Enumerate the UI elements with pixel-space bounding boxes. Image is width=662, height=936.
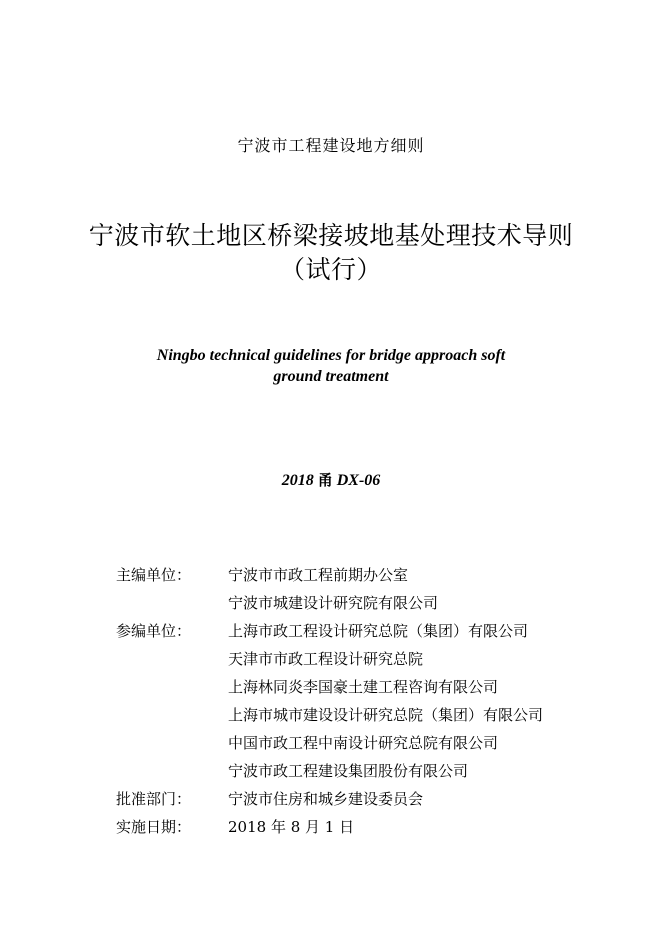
- participant-unit: 上海市城市建设设计研究总院（集团）有限公司: [228, 706, 544, 724]
- approval-label: 批准部门：: [116, 790, 192, 808]
- participants-row: [116, 729, 586, 757]
- approval-value: 宁波市住房和城乡建设委员会: [228, 790, 424, 808]
- participants-label: 参编单位：: [116, 622, 192, 640]
- chief-editor-label: 主编单位：: [116, 566, 192, 584]
- document-title-en-line1: Ningbo technical guidelines for bridge approach soft: [156, 347, 506, 364]
- chief-editor-row: [116, 589, 586, 617]
- series-title: 宁波市工程建设地方细则: [237, 136, 425, 155]
- code-city: 甬: [317, 471, 333, 489]
- chief-editor-row: [116, 561, 586, 589]
- approval-row: [116, 785, 586, 813]
- participants-row: [116, 673, 586, 701]
- effective-date-row: [116, 813, 586, 841]
- participants-row: [116, 757, 586, 785]
- document-code: [0, 469, 662, 490]
- participants-row: [116, 645, 586, 673]
- effective-date-value: 2018 年 8 月 1 日: [228, 818, 355, 836]
- participant-unit: 中国市政工程中南设计研究总院有限公司: [228, 734, 499, 752]
- code-number: DX-06: [336, 472, 381, 489]
- code-year: 2018: [281, 472, 314, 489]
- chief-editor-unit: 宁波市城建设计研究院有限公司: [228, 594, 439, 612]
- participant-unit: 天津市市政工程设计研究总院: [228, 650, 424, 668]
- document-title-cn-line2: （试行）: [279, 255, 382, 284]
- participants-row: [116, 701, 586, 729]
- participant-unit: 上海市政工程设计研究总院（集团）有限公司: [228, 622, 529, 640]
- effective-date-label: 实施日期：: [116, 818, 192, 836]
- document-title-cn: [0, 219, 662, 287]
- publication-info: [116, 561, 586, 841]
- participants-row: [116, 617, 586, 645]
- participant-unit: 上海林同炎李国豪土建工程咨询有限公司: [228, 678, 499, 696]
- document-title-cn-line1: 宁波市软土地区桥梁接坡地基处理技术导则: [88, 221, 574, 250]
- participant-unit: 宁波市政工程建设集团股份有限公司: [228, 762, 469, 780]
- document-title-en: [0, 345, 662, 387]
- chief-editor-unit: 宁波市市政工程前期办公室: [228, 566, 409, 584]
- document-title-en-line2: ground treatment: [273, 368, 389, 385]
